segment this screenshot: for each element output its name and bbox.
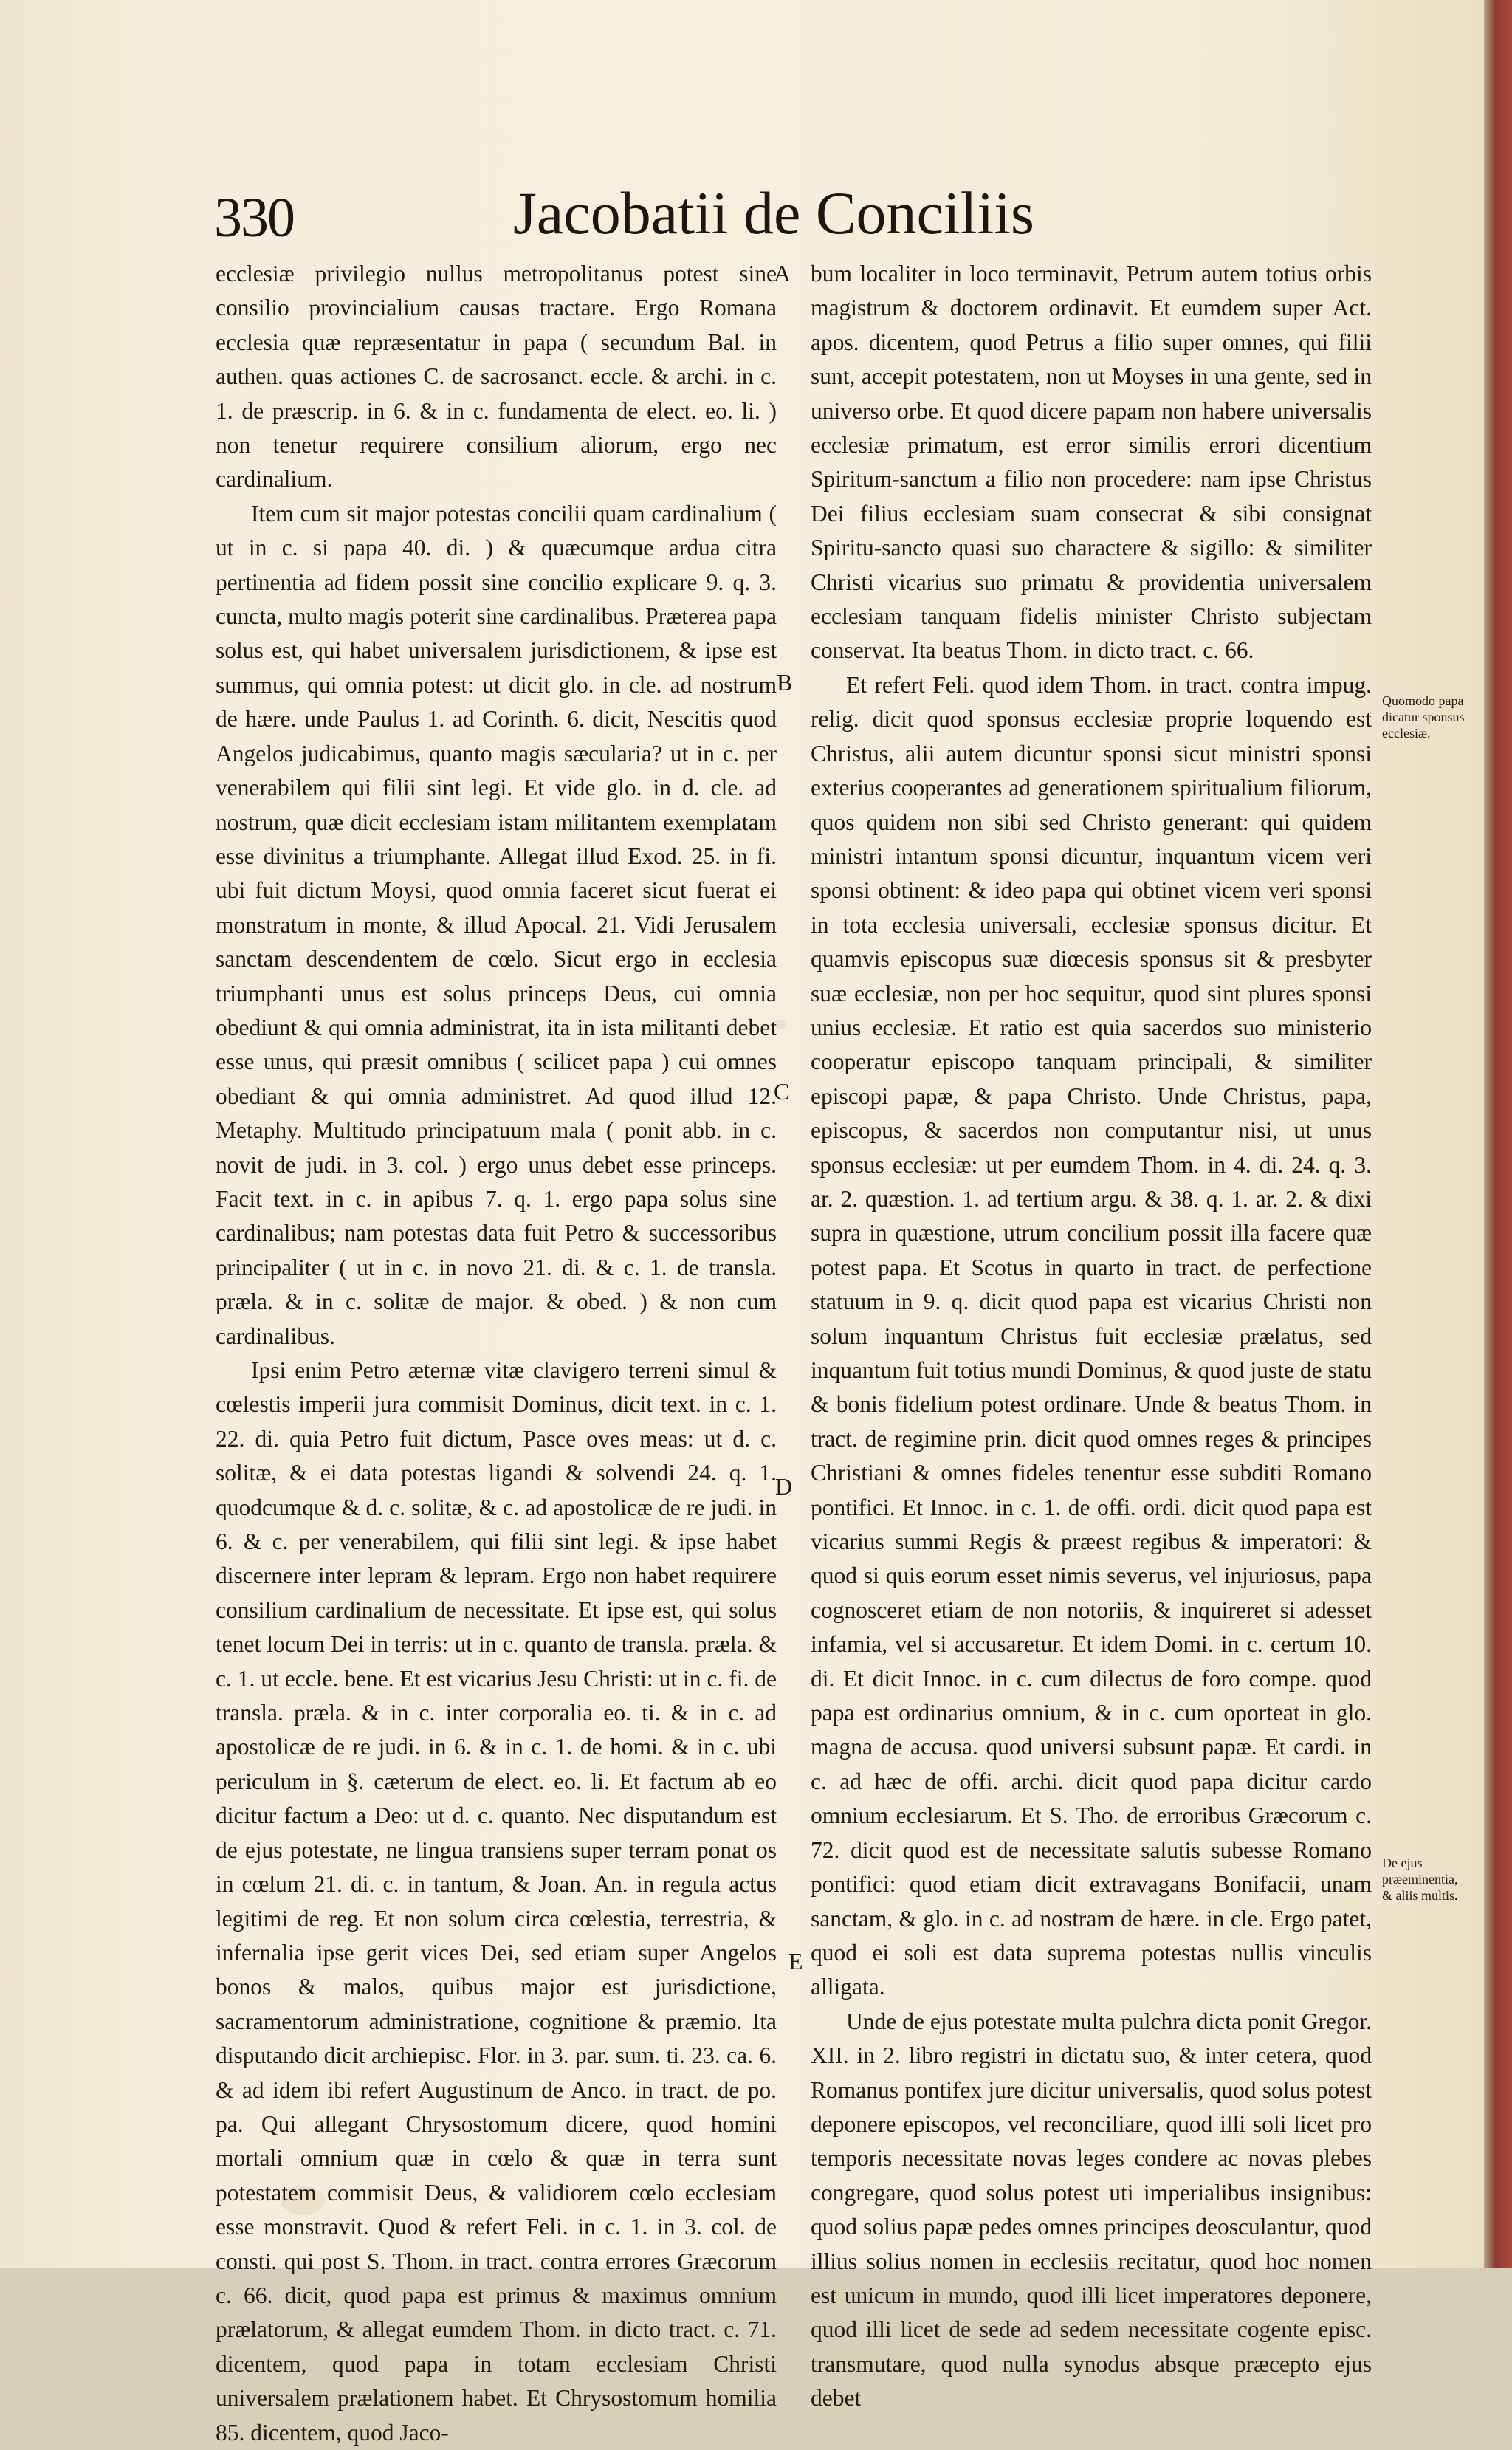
- paragraph: Ipsi enim Petro æternæ vitæ clavigero terreni simul & cœlestis imperii jura commisit Dominus, dicit text. in c. 1. 22. di. quia Petro fuit dictum, Pasce oves meas: ut d. c. solitæ, & ei data potestas ligandi & solvendi 24. q. 1. quodcumque & d. c. solitæ, & c. ad apostolicæ de re judi. in 6. & c. per venerabilem, qui filii sint legi. & ipse habet discernere inter lepram & lepram. Ergo non habet requirere consilium cardinalium de necessitate. Et ipse est, qui solus tenet locum Dei in terris: ut in c. quanto de transla. præla. & c. 1. ut eccle. bene. Et est vicarius Jesu Christi: ut in c. fi. de transla. præla. & in c. inter corporalia eo. ti. & in c. ad apostolicæ de re judi. in 6. & in c. 1. de homi. & in c. ubi periculum in §. cæterum de elect. eo. li. Et factum ab eo dicitur factum a Deo: ut d. c. quanto. Nec disputandum est de ejus potestate, ne lingua transiens super terram ponat os in cœlum 21. di. c. in tantum, & Joan. An. in regula actus legitimi de reg. Et non solum circa cœlestia, terrestria, & infernalia ipse gerit vices Dei, sed etiam super Angelos bonos & malos, quibus major est jurisdictione, sacramentorum administratione, cognitione & præmio. Ita disputando dicit archiepisc. Flor. in 3. par. sum. ti. 23. ca. 6. & ad idem ibi refert Augustinum de Anco. in tract. de po. pa. Qui allegant Chrysostomum dicere, quod homini mortali omnium quæ in cœlo & quæ in terra sunt potestatem commisit Deus, & validiorem cœlo ecclesiam esse monstravit. Quod & refert Feli. in c. 1. in 3. col. de consti. qui post S. Thom. in tract. contra errores Græcorum c. 66. dicit, quod papa est primus & maximus omnium prælatorum, & allegat eumdem Thom. in dicto tract. c. 71. dicentem, quod papa in totam ecclesiam Christi universalem prælationem habet. Et Chrysostomum homilia 85. dicentem, quod Jaco-: [216, 1357, 777, 2446]
- paragraph: Item cum sit major potestas concilii quam cardinalium ( ut in c. si papa 40. di. ) & quæcumque ardua citra pertinentia ad fidem possit sine concilio explicare 9. q. 3. cuncta, multo magis poterit sine cardinalibus. Præterea papa solus est, qui habet universalem jurisdictionem, & ipse est summus, qui omnia potest: ut dicit glo. in cle. ad nostrum de hære. unde Paulus 1. ad Corinth. 6. dicit, Nescitis quod Angelos judicabimus, quanto magis sæcularia? ut in c. per venerabilem qui filii sint legi. Et vide glo. in d. cle. ad nostrum, quæ dicit ecclesiam istam militantem exemplatam esse divinitus a triumphante. Allegat illud Exod. 25. in fi. ubi fuit dictum Moysi, quod omnia faceret sicut fuerat ei monstratum in monte, & illud Apocal. 21. Vidi Jerusalem sanctam descendentem de cœlo. Sicut ergo in ecclesia triumphanti unus est solus princeps Deus, cui omnia obediunt & qui omnia administrat, ita in ista militanti debet esse unus, qui præsit omnibus ( scilicet papa ) cui omnes obediant & qui omnia administret. Ad quod illud 12. Metaphy. Multitudo principatuum mala ( ponit abb. in c. novit de judi. in 3. col. ) ergo unus debet esse princeps. Facit text. in c. in apibus 7. q. 1. ergo papa solus sine cardinalibus; nam potestas data fuit Petro & successoribus principaliter ( ut in c. in novo 21. di. & c. 1. de transla. præla. & in c. solitæ de major. & obed. ) & non cum cardinalibus.: [216, 500, 777, 1349]
- running-title: Jacobatii de Conciliis: [513, 179, 1034, 247]
- right-column: [811, 257, 1372, 2416]
- section-letter-a: A: [774, 260, 791, 286]
- left-column: [216, 257, 777, 2450]
- section-letter-d: D: [775, 1473, 793, 1500]
- paragraph: ecclesiæ privilegio nullus metropolitanus potest sine consilio provincialium causas tractare. Ergo Romana ecclesia quæ repræsentatur in papa ( secundum Bal. in authen. quas actiones C. de sacrosanct. eccle. & archi. in c. 1. de præscrip. in 6. & in c. fundamenta de elect. eo. li. ) non tenetur requirere consilium aliorum, ergo nec cardinalium.: [216, 261, 777, 493]
- marginal-note: Quomodo papa dicatur sponsus ecclesiæ.: [1382, 693, 1465, 741]
- paragraph: Unde de ejus potestate multa pulchra dicta ponit Gregor. XII. in 2. libro registri in dictatu suo, & inter cetera, quod Romanus pontifex jure dicitur universalis, quod solus potest deponere episcopos, vel reconciliare, quod illi soli licet pro temporis necessitate novas leges condere ac novas plebes congregare, quod solus potest uti imperialibus insignibus: quod solius papæ pedes omnes principes deosculantur, quod illius solius nomen in ecclesiis recitatur, quod hoc nomen est unicum in mundo, quod illi licet imperatores deponere, quod illi licet de sede ad sedem necessitate cogente episc. transmutare, quod nulla synodus absque præcepto ejus debet: [811, 2008, 1372, 2412]
- marginal-note: De ejus præeminentia, & aliis multis.: [1382, 1856, 1458, 1903]
- section-letter-e: E: [788, 1948, 803, 1974]
- paper-stain: [775, 1019, 786, 1029]
- section-letter-c: C: [774, 1078, 790, 1105]
- paragraph: Et refert Feli. quod idem Thom. in tract. contra impug. relig. dicit quod sponsus ecclesiæ proprie loquendo est Christus, alii autem dicuntur sponsi sicut ministri sponsi exterius cooperantes ad generationem spiritualium filiorum, quos quidem non sibi sed Christo generant: qui quidem ministri intantum sponsi dicuntur, inquantum vicem veri sponsi obtinent: & ideo papa qui obtinet vicem veri sponsi in tota ecclesia universali, ecclesiæ sponsus dicitur. Et quamvis episcopus suæ diœcesis sponsus sit & presbyter suæ ecclesiæ, non per hoc sequitur, quod sint plures sponsi unius ecclesiæ. Et ratio est quia sacerdos suo ministerio cooperatur episcopo tanquam principali, & similiter episcopi papæ, & papa Christo. Unde Christus, papa, episcopus, & sacerdos non computantur nisi, ut unus sponsus ecclesiæ: ut per eumdem Thom. in 4. di. 24. q. 3. ar. 2. quæstion. 1. ad tertium argu. & 38. q. 1. ar. 2. & dixi supra in quæstione, utrum concilium possit illa facere quæ potest papa. Et Scotus in quarto in tract. de perfectione statuum in 9. q. dicit quod papa est vicarius Christi non solum inquantum Christus fuit ecclesiæ prælatus, sed inquantum fuit totius mundi Dominus, & quod juste de statu & bonis fidelium potest ordinare. Unde & beatus Thom. in tract. de regimine prin. dicit quod omnes reges & principes Christiani & omnes fideles tenentur esse subditi Romano pontifici. Et Innoc. in c. 1. de offi. ordi. dicit quod papa est vicarius summi Regis & præest regibus & imperatori: & quod si quis eorum esset nimis severus, vel injuriosus, papa cognosceret etiam de non notoriis, & inquireret si adesset infamia, vel si accusaretur. Et idem Domi. in c. certum 10. di. Et dicit Innoc. in c. cum dilectus de foro compe. quod papa est ordinarius omnium, & in c. cum oporteat in glo. magna de accusa. quod universi subsunt papæ. Et cardi. in c. ad hæc de offi. archi. dicit quod papa dicitur cardo omnium ecclesiarum. Et S. Tho. de erroribus Græcorum c. 72. dicit quod est de necessitate salutis subesse Romano pontifici: quod etiam dicit extravagans Bonifacii, unam sanctam, & glo. in c. ad nostram de hære. in cle. Ergo patet, quod ei soli est data suprema potestas nullis vinculis alligata.: [811, 671, 1372, 2000]
- page-number: 330: [214, 187, 294, 249]
- book-binding-edge: [1484, 0, 1512, 2268]
- section-letter-b: B: [777, 669, 793, 696]
- paragraph: bum localiter in loco terminavit, Petrum autem totius orbis magistrum & doctorem ordinavit. Et eumdem super Act. apos. dicentem, quod Petrus a filio super omnes, qui filii sunt, accepit potestatem, non ut Moyses in una gente, sed in universo orbe. Et quod dicere papam non habere universalis ecclesiæ primatum, est error similis errori dicentium Spiritum-sanctum a filio non procedere: nam ipse Christus Dei filius ecclesiam suam consecrat & sibi consignat Spiritu-sancto quasi suo charactere & sigillo: & similiter Christi vicarius suo primatu & providentia universalem ecclesiam tanquam fidelis minister Christo subjectam conservat. Ita beatus Thom. in dicto tract. c. 66.: [811, 261, 1372, 664]
